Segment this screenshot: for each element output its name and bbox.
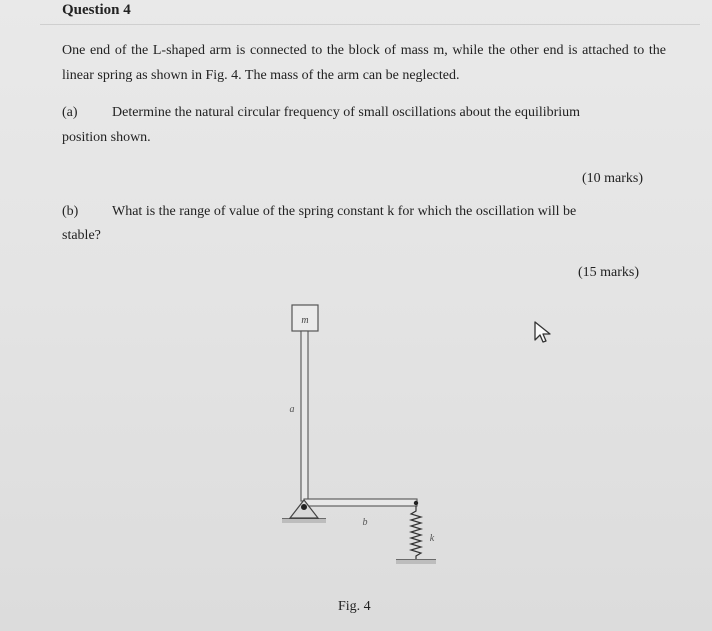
arm-b-label: b <box>362 517 368 528</box>
divider <box>40 24 700 25</box>
vertical-arm <box>301 331 308 501</box>
part-b-prompt <box>62 199 666 224</box>
part-b-label: (b) <box>62 204 79 219</box>
spring-pin <box>414 501 418 505</box>
question-intro: One end of the L-shaped arm is connected to the block of mass m, while the other end is attached to the linear spring as shown in Fig. 4. The mass of the arm can be neglected. <box>62 43 666 83</box>
part-b-text-line2: stable? <box>62 228 101 243</box>
pivot-pin <box>301 504 307 510</box>
mouse-cursor-icon <box>533 320 553 351</box>
part-a-text-line2: position shown. <box>62 130 151 145</box>
question-title: Question 4 <box>62 2 131 18</box>
part-a-text-line1: Determine the natural circular frequency of small oscillations about the equilibrium <box>112 105 581 120</box>
mass-label: m <box>301 315 309 326</box>
ground-hatch-left <box>282 519 326 523</box>
part-b-text-line1: What is the range of value of the spring constant k for which the oscillation will be <box>112 204 577 219</box>
part-a-marks: (10 marks) <box>582 171 644 186</box>
part-b-marks: (15 marks) <box>578 265 640 280</box>
ground-hatch-right <box>396 560 436 564</box>
spring-coil <box>411 506 421 559</box>
figure-l-arm-diagram <box>270 295 450 585</box>
horizontal-arm <box>304 499 417 506</box>
arm-a-label: a <box>289 404 295 415</box>
figure-caption: Fig. 4 <box>338 599 371 614</box>
part-a-prompt <box>62 100 666 125</box>
spring-k-label: k <box>429 533 435 544</box>
part-a-label: (a) <box>62 105 78 120</box>
